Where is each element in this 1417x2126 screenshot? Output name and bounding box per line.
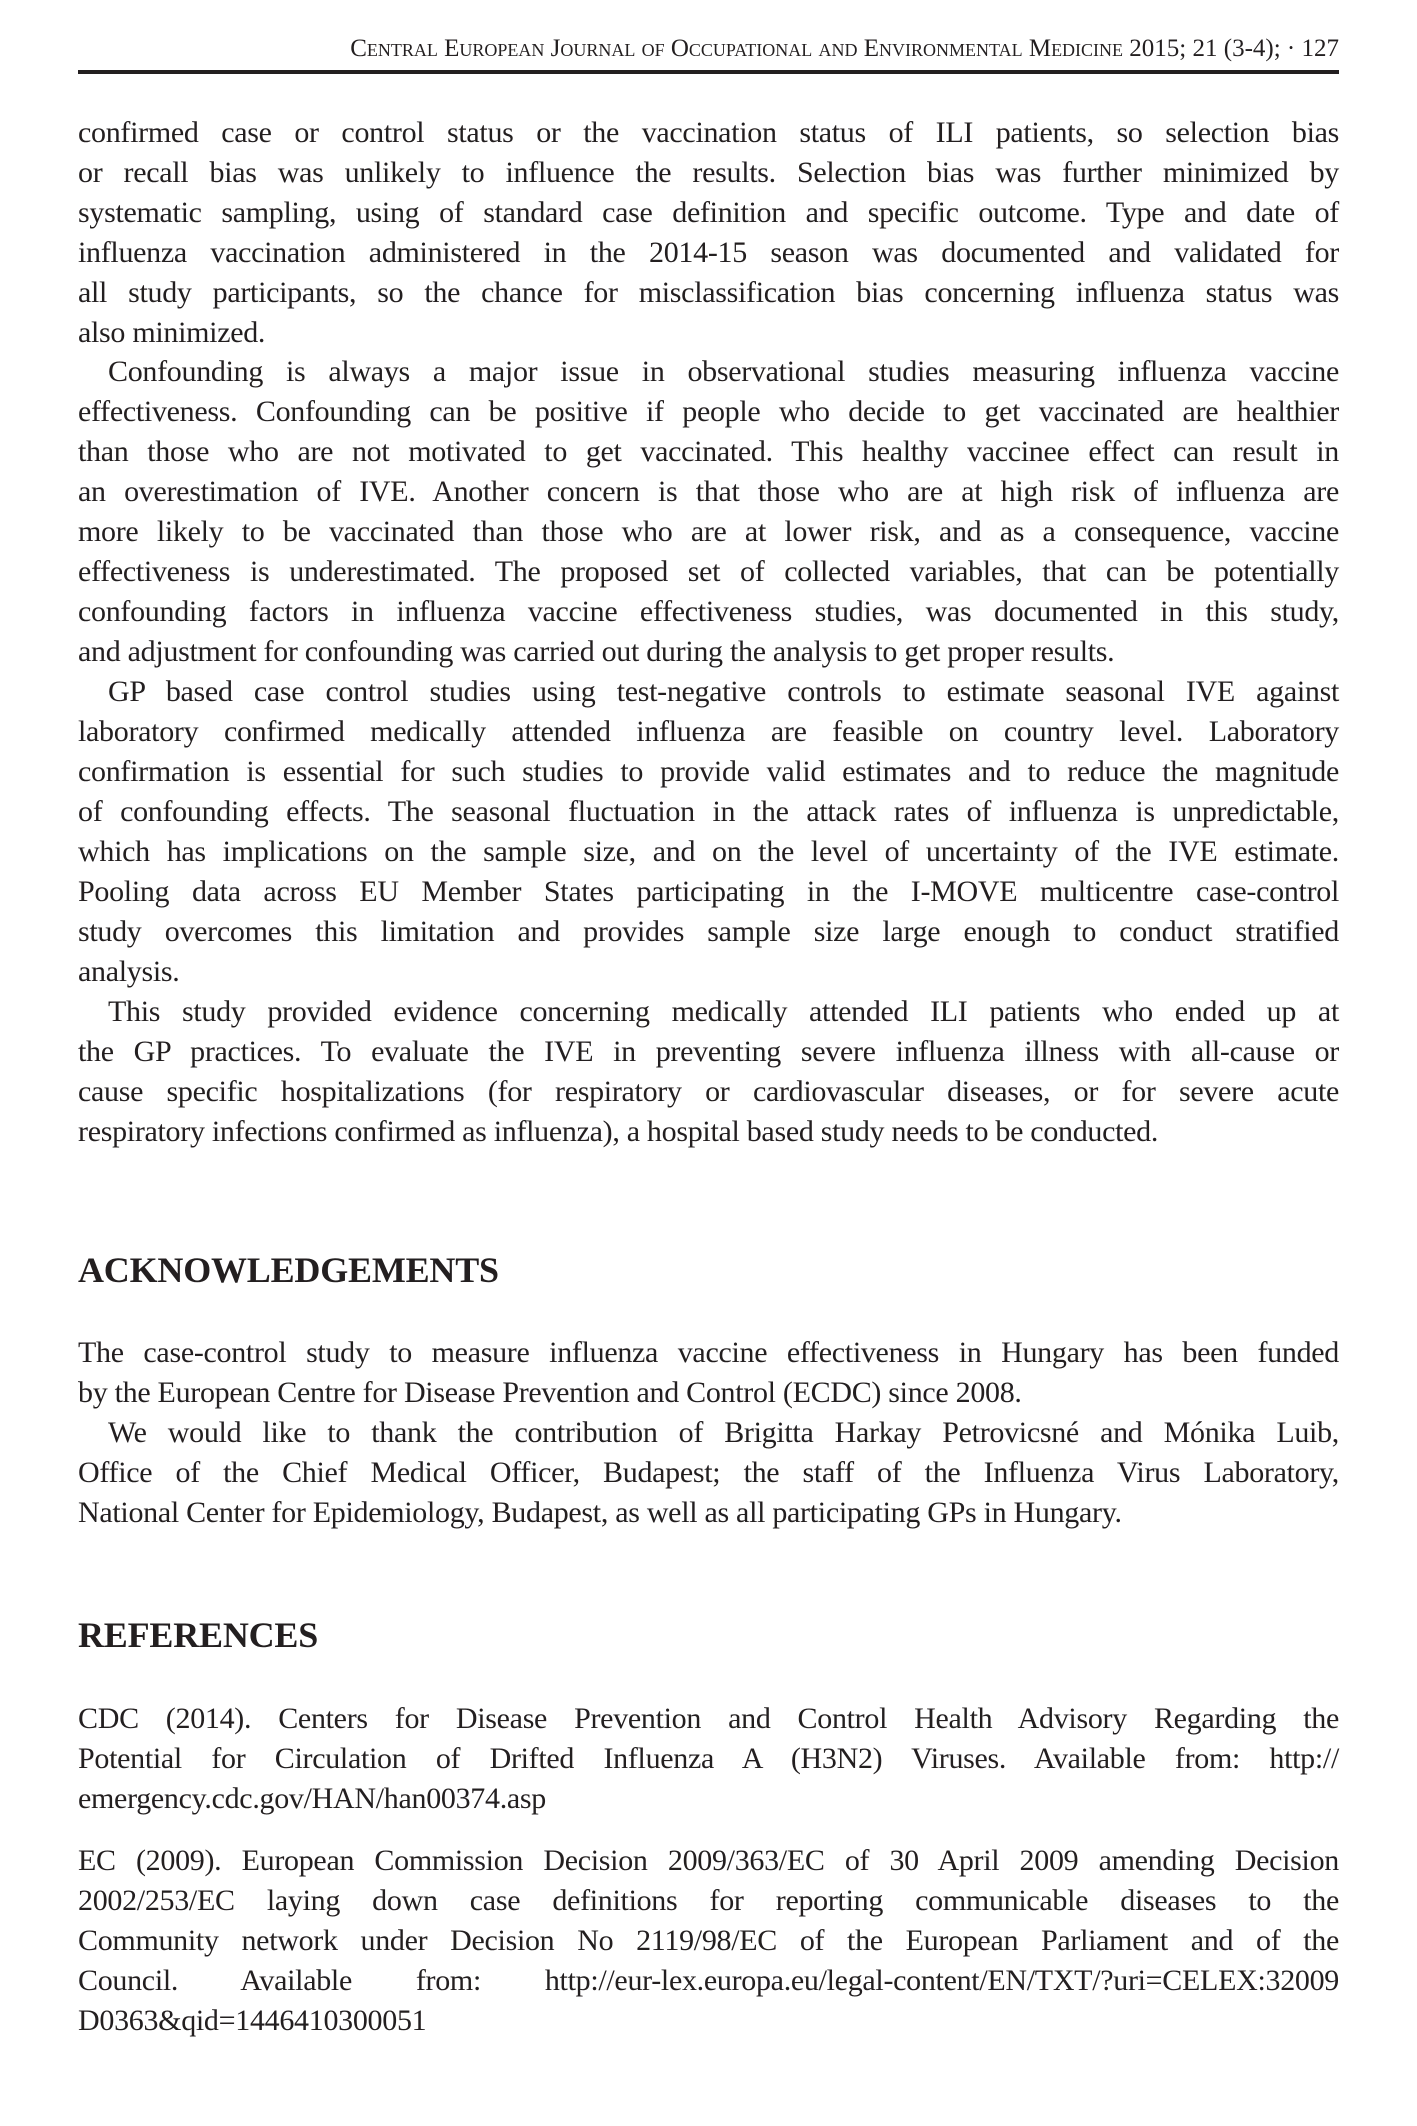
text-line: and adjustment for confounding was carried out during the analysis to get proper results.	[78, 635, 1115, 668]
reference-link[interactable]: Council. Available from: http://eur-lex.europa.eu/legal-content/EN/TXT/?uri=CELEX:32009	[78, 1964, 1339, 1997]
text-line: GP based case control studies using test-negative controls to estimate seasonal IVE against	[108, 675, 1339, 708]
text-line: EC (2009). European Commission Decision 2009/363/EC of 30 April 2009 amending Decision	[78, 1844, 1339, 1877]
text-line: confirmed case or control status or the vaccination status of ILI patients, so selection bias	[78, 116, 1339, 149]
text-line: than those who are not motivated to get vaccinated. This healthy vaccinee effect can result in	[78, 435, 1339, 468]
text-line: effectiveness. Confounding can be positive if people who decide to get vaccinated are healthier	[78, 395, 1339, 428]
text-line: National Center for Epidemiology, Budapest, as well as all participating GPs in Hungary.	[78, 1496, 1122, 1529]
text-line: systematic sampling, using of standard case definition and specific outcome. Type and date of	[78, 196, 1339, 229]
header-rule	[78, 70, 1339, 74]
text-line: or recall bias was unlikely to influence the results. Selection bias was further minimized by	[78, 156, 1339, 189]
text-line: Office of the Chief Medical Officer, Budapest; the staff of the Influenza Virus Laboratory,	[78, 1456, 1339, 1489]
text-line: Confounding is always a major issue in observational studies measuring influenza vaccine	[108, 355, 1339, 388]
text-line: laboratory confirmed medically attended influenza are feasible on country level. Laboratory	[78, 715, 1339, 748]
acknowledgements-heading: ACKNOWLEDGEMENTS	[78, 1250, 499, 1290]
running-header: Central European Journal of Occupational and Environmental Medicine 2015; 21 (3-4); · 127	[350, 35, 1339, 62]
text-line: Pooling data across EU Member States participating in the I-MOVE multicentre case-control	[78, 875, 1339, 908]
references-heading: REFERENCES	[78, 1615, 319, 1655]
text-line: confirmation is essential for such studies to provide valid estimates and to reduce the magnitude	[78, 755, 1339, 788]
text-line: Potential for Circulation of Drifted Influenza A (H3N2) Viruses. Available from: http://	[78, 1742, 1339, 1775]
text-line: respiratory infections confirmed as influenza), a hospital based study needs to be conducted.	[78, 1115, 1159, 1148]
text-line: CDC (2014). Centers for Disease Prevention and Control Health Advisory Regarding the	[78, 1702, 1339, 1735]
text-line: influenza vaccination administered in the 2014-15 season was documented and validated for	[78, 236, 1339, 269]
text-line: We would like to thank the contribution of Brigitta Harkay Petrovicsné and Mónika Luib,	[108, 1416, 1339, 1449]
text-line: also minimized.	[78, 316, 266, 349]
text-line: cause specific hospitalizations (for respiratory or cardiovascular diseases, or for severe acute	[78, 1075, 1339, 1108]
reference-link[interactable]: D0363&qid=1446410300051	[78, 2004, 427, 2037]
text-line: analysis.	[78, 955, 180, 988]
text-line: Community network under Decision No 2119/98/EC of the European Parliament and of the	[78, 1924, 1339, 1957]
text-line: This study provided evidence concerning medically attended ILI patients who ended up at	[108, 995, 1339, 1028]
text-line: by the European Centre for Disease Prevention and Control (ECDC) since 2008.	[78, 1376, 1022, 1409]
reference-link[interactable]: emergency.cdc.gov/HAN/han00374.asp	[78, 1782, 546, 1815]
text-line: more likely to be vaccinated than those who are at lower risk, and as a consequence, vaccine	[78, 515, 1339, 548]
text-line: an overestimation of IVE. Another concern is that those who are at high risk of influenza are	[78, 475, 1339, 508]
text-line: study overcomes this limitation and provides sample size large enough to conduct stratified	[78, 915, 1339, 948]
text-line: 2002/253/EC laying down case definitions for reporting communicable diseases to the	[78, 1884, 1339, 1917]
text-line: of confounding effects. The seasonal fluctuation in the attack rates of influenza is unpredictable,	[78, 795, 1339, 828]
text-line: The case-control study to measure influenza vaccine effectiveness in Hungary has been funded	[78, 1336, 1339, 1369]
text-line: all study participants, so the chance for misclassification bias concerning influenza status was	[78, 276, 1339, 309]
text-line: which has implications on the sample size, and on the level of uncertainty of the IVE estimate.	[78, 835, 1339, 868]
text-line: the GP practices. To evaluate the IVE in preventing severe influenza illness with all-cause or	[78, 1035, 1339, 1068]
text-line: confounding factors in influenza vaccine effectiveness studies, was documented in this study,	[78, 595, 1339, 628]
text-line: effectiveness is underestimated. The proposed set of collected variables, that can be potentially	[78, 555, 1339, 588]
